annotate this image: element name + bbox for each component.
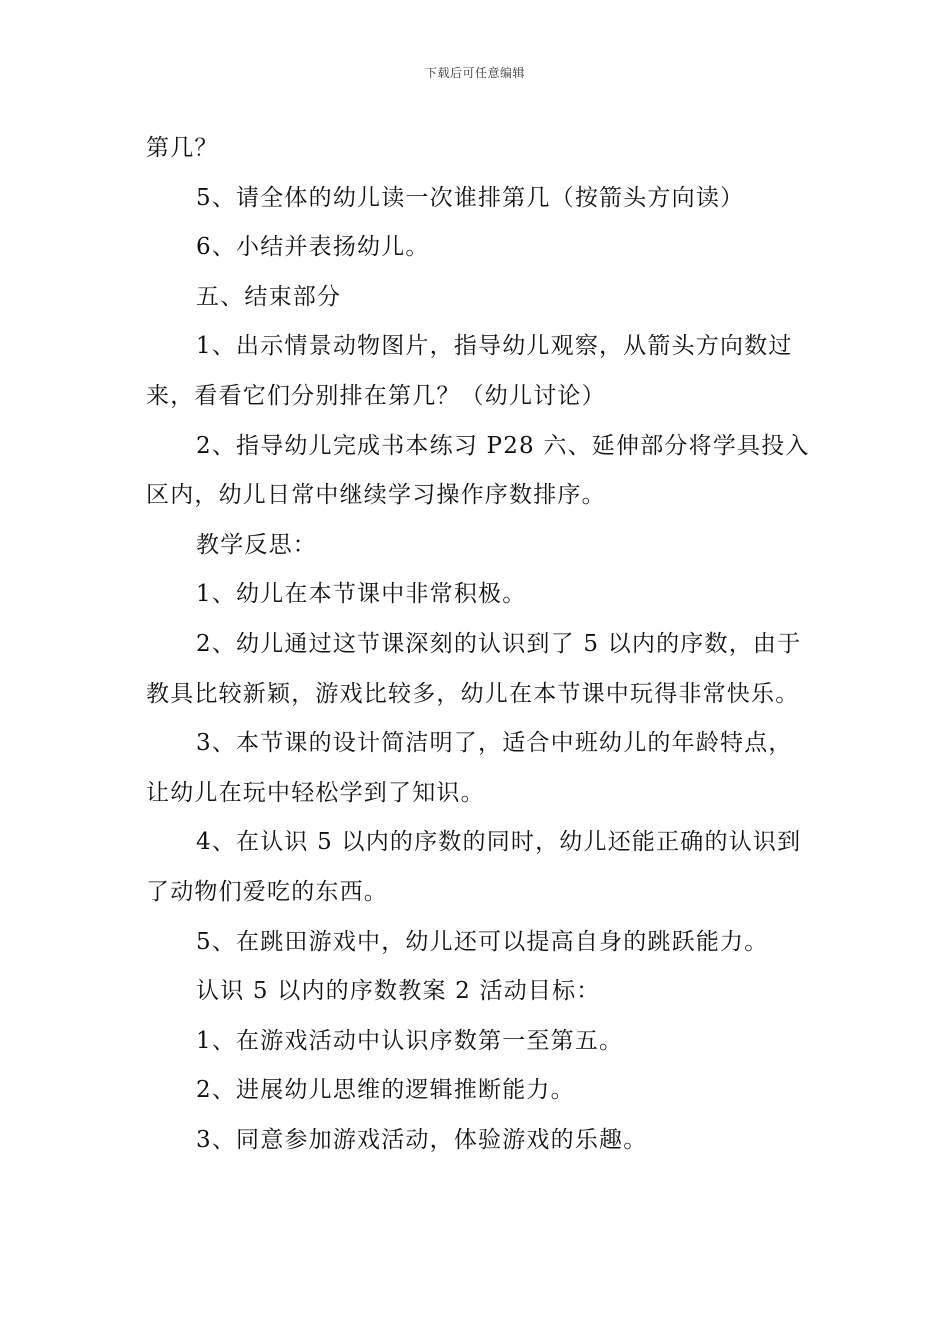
page-header: 下载后可任意编辑: [424, 66, 525, 80]
section-heading: 教学反思：: [196, 531, 317, 558]
paragraph: 1、出示情景动物图片，指导幼儿观察，从箭头方向数过来，看看它们分别排在第几？（幼儿讨论）: [146, 333, 793, 409]
paragraph: 4、在认识 5 以内的序数的同时，幼儿还能正确的认识到了动物们爱吃的东西。: [146, 829, 802, 905]
paragraph: 6、小结并表扬幼儿。: [196, 234, 430, 261]
paragraph: 3、同意参加游戏活动，体验游戏的乐趣。: [196, 1126, 648, 1153]
paragraph: 2、幼儿通过这节课深刻的认识到了 5 以内的序数，由于教具比较新颖，游戏比较多，幼儿在本节课中玩得非常快乐。: [146, 630, 802, 707]
paragraph: 5、在跳田游戏中，幼儿还可以提高自身的跳跃能力。: [196, 928, 769, 955]
paragraph: 3、本节课的设计简洁明了，适合中班幼儿的年龄特点，让幼儿在玩中轻松学到了知识。: [146, 730, 793, 806]
document-body: [146, 124, 814, 1165]
paragraph: 2、指导幼儿完成书本练习 P28 六、延伸部分将学具投入区内，幼儿日常中继续学习操作序数排序。: [146, 432, 810, 509]
paragraph: 第几？: [146, 135, 219, 161]
paragraph: 5、请全体的幼儿读一次谁排第几（按箭头方向读）: [196, 184, 745, 211]
paragraph: 2、进展幼儿思维的逻辑推断能力。: [196, 1077, 575, 1104]
section-heading: 认识 5 以内的序数教案 2 活动目标：: [196, 978, 601, 1005]
paragraph: 1、在游戏活动中认识序数第一至第五。: [196, 1027, 624, 1054]
section-heading: 五、结束部分: [196, 283, 342, 310]
paragraph: 1、幼儿在本节课中非常积极。: [196, 581, 527, 608]
